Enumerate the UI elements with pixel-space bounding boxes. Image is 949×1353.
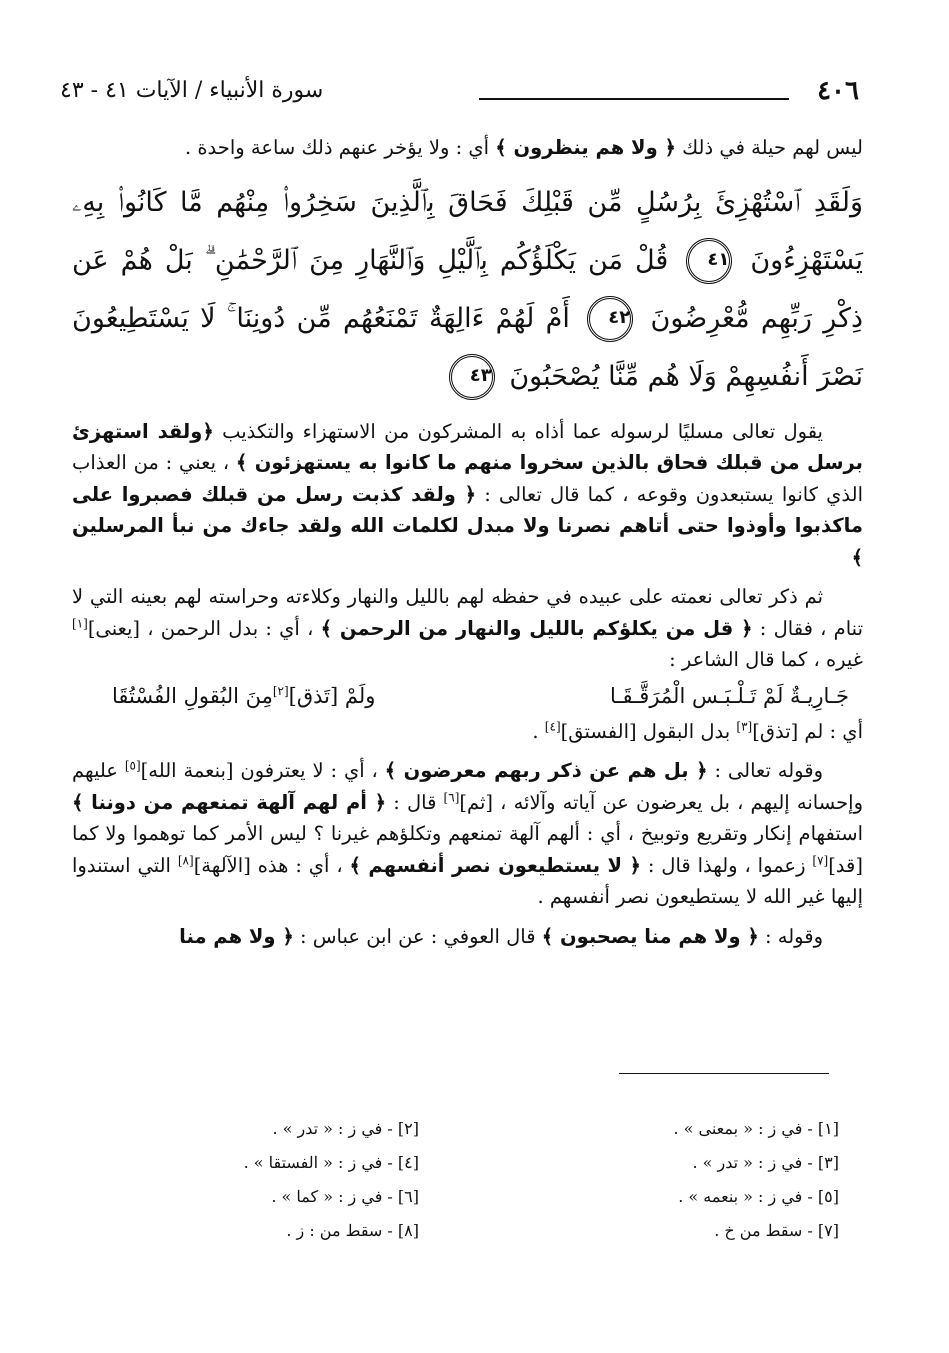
footnote-ref: [١] bbox=[72, 616, 88, 630]
footnote-5: [٥] - في ز : « بنعمه » . bbox=[678, 1187, 839, 1206]
text-run: أي : لم [تذق] bbox=[752, 719, 863, 743]
quran-quote: ﴿ ولقد كذبت رسل من قبلك فصبروا على ماكذبوا وأوذوا حتى أتاهم نصرنا ولا مبدل لكلمات الله ولقد جاءك من نبأ المرسلين ﴾ bbox=[72, 482, 863, 569]
poem-hemistich-second: ولَمْ [تَذق][٢]مِنَ البُقولِ الفُسْتُقَا bbox=[112, 676, 375, 716]
footnote-4: [٤] - في ز : « الفستقا » . bbox=[243, 1153, 419, 1172]
footnotes-column-left bbox=[244, 1112, 419, 1248]
footnote-8: [٨] - سقط من : ز . bbox=[286, 1221, 419, 1240]
footnote-6: [٦] - في ز : « كما » . bbox=[271, 1187, 419, 1206]
quran-quote: ﴿ ولا هم منا يصحبون ﴾ bbox=[541, 924, 759, 948]
text-run: عليهم وإحسانه إليهم ، بل يعرضون عن آياته وآلائه ، [ثم] bbox=[72, 759, 863, 814]
footnote-2: [٢] - في ز : « تدر » . bbox=[272, 1119, 419, 1138]
quran-quote: ﴿ أم لهم آلهة تمنعهم من دوننا ﴾ bbox=[72, 790, 387, 814]
poem-hemistich-first: جَـارِيـةٌ لَمْ تَـلْـبَـس الْمُرَقَّـقَـا bbox=[609, 683, 849, 708]
footnote-7: [٧] - سقط من خ . bbox=[714, 1221, 839, 1240]
ayah-marker-42: ٤٢ bbox=[587, 296, 633, 342]
ayah-marker-43: ٤٣ bbox=[449, 354, 495, 400]
verse-43-text: أَمْ لَهُمْ ءَالِهَةٌ تَمْنَعُهُم مِّن دُونِنَا ۚ لَا يَسْتَطِيعُونَ نَصْرَ أَنفُسِهِمْ وَلَا هُم مِّنَّا يُصْحَبُونَ bbox=[72, 302, 863, 392]
text-run: يقول تعالى مسليًا لرسوله عما أذاه به المشركون من الاستهزاء والتكذيب bbox=[213, 419, 823, 443]
text-run: ليس لهم حيلة في ذلك bbox=[675, 136, 863, 159]
text-run: مِنَ البُقولِ الفُسْتُقَا bbox=[112, 683, 273, 708]
text-run: ، أي : لا يعترفون [بنعمة الله] bbox=[140, 759, 385, 782]
footnote-ref: [٤] bbox=[544, 719, 561, 733]
quran-quote: ﴿ ولا هم منا bbox=[179, 924, 294, 948]
paragraph-commentary-1 bbox=[72, 416, 863, 574]
footnote-ref: [٦] bbox=[443, 790, 460, 804]
paragraph-commentary-3 bbox=[72, 755, 863, 913]
text-run: زعموا ، ولهذا قال : bbox=[640, 853, 813, 877]
quran-verses bbox=[72, 174, 863, 406]
text-run: غيره ، كما قال الشاعر : bbox=[669, 648, 863, 671]
text-run: ثم ذكر تعالى نعمته على عبيده في حفظه لهم بالليل والنهار وكلاءته وحراسته لهم بعينه التي لا تنام ، فقال : bbox=[72, 585, 863, 640]
page-number: ٤٠٦ bbox=[817, 76, 859, 106]
footnote-ref: [٨] bbox=[177, 853, 194, 867]
page-header bbox=[60, 76, 859, 110]
running-title: سورة الأنبياء / الآيات ٤١ - ٤٣ bbox=[60, 78, 324, 103]
footnote-ref: [٧] bbox=[812, 853, 829, 867]
text-run: بدل البقول [الفستق] bbox=[560, 719, 737, 743]
text-run: قال : bbox=[386, 790, 444, 814]
text-run: وقوله تعالى : bbox=[707, 759, 823, 782]
ayah-marker-41: ٤١ bbox=[686, 238, 732, 284]
text-run: قال العوفي : عن ابن عباس : bbox=[293, 924, 542, 948]
text-run: . bbox=[532, 719, 545, 743]
footnote-ref: [٣] bbox=[736, 719, 753, 733]
text-run: أي : ولا يؤخر عنهم ذلك ساعة واحدة . bbox=[184, 136, 496, 159]
paragraph-poem-note bbox=[72, 716, 863, 748]
verse-42-text: قُلْ مَن يَكْلَؤُكُم بِٱلَّيْلِ وَٱلنَّهَارِ مِنَ ٱلرَّحْمَٰنِ ۗ بَلْ هُمْ عَن ذِكْرِ رَبِّهِم مُّعْرِضُونَ bbox=[72, 244, 863, 334]
text-run: ، يعني : من العذاب الذي كانوا يستبعدون وقوعه ، كما قال تعالى : bbox=[72, 451, 863, 506]
footnotes-column-right bbox=[673, 1112, 839, 1248]
header-rule bbox=[479, 98, 789, 100]
text-run: ولَمْ [تَذق] bbox=[288, 683, 376, 708]
verse-41-text: وَلَقَدِ ٱسْتُهْزِئَ بِرُسُلٍ مِّن قَبْلِكَ فَحَاقَ بِٱلَّذِينَ سَخِرُوا۟ مِنْهُم مَّا كَانُوا۟ بِهِۦ يَسْتَهْزِءُونَ bbox=[72, 186, 863, 276]
page-body bbox=[72, 132, 863, 952]
footnote-3: [٣] - في ز : « تدر » . bbox=[692, 1153, 839, 1172]
quran-quote: ﴿ قل من يكلؤكم بالليل والنهار من الرحمن ﴾ bbox=[320, 616, 753, 640]
text-run: وقوله : bbox=[758, 924, 823, 948]
text-run: ، أي : هذه [الآلهة] bbox=[193, 853, 350, 877]
paragraph-intro bbox=[72, 132, 863, 164]
paragraph-commentary-4 bbox=[72, 921, 863, 953]
footnote-separator bbox=[619, 1073, 829, 1074]
text-run: التي استندوا إليها غير الله لا يستطيعون نصر أنفسهم . bbox=[72, 853, 863, 908]
paragraph-commentary-2 bbox=[72, 581, 863, 676]
poem-verse bbox=[72, 676, 863, 716]
text-run: استفهام إنكار وتقريع وتوبيخ ، أي : ألهم آلهة تمنعهم وتكلؤهم غيرنا ؟ ليس الأمر كما توهموا ولا كما [قد] bbox=[72, 822, 863, 877]
quran-quote: ﴿ولقد استهزئ برسل من قبلك فحاق بالذين سخروا منهم ما كانوا به يستهزئون ﴾ bbox=[72, 419, 863, 474]
quran-quote: ﴿ لا يستطيعون نصر أنفسهم ﴾ bbox=[349, 853, 641, 877]
text-run: ، أي : بدل الرحمن ، [يعنى] bbox=[87, 616, 321, 640]
quran-quote: ﴿ ولا هم ينظرون ﴾ bbox=[495, 136, 676, 159]
footnote-1: [١] - في ز : « بمعنى » . bbox=[673, 1119, 839, 1138]
quran-quote: ﴿ بل هم عن ذكر ربهم معرضون ﴾ bbox=[384, 759, 708, 782]
footnote-ref: [٥] bbox=[124, 758, 141, 773]
